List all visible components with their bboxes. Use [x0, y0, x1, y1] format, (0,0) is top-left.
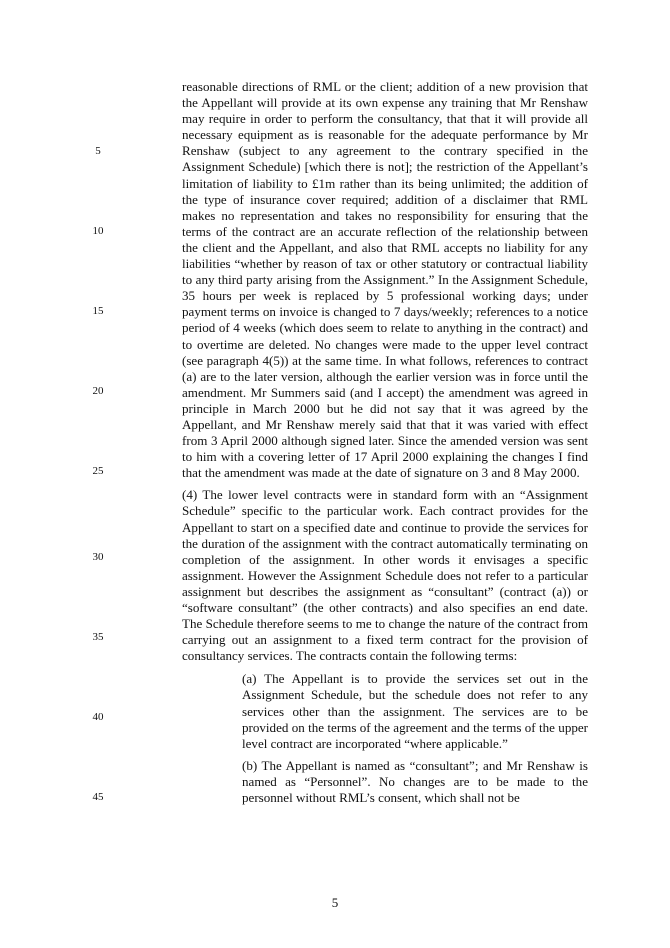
- term-b: (b) The Appellant is named as “consultant”; and Mr Renshaw is named as “Personnel”. No changes are to be made to the personnel without RML’s consent, which shall not be: [242, 757, 588, 806]
- line-number: 20: [92, 385, 104, 397]
- line-number: 35: [92, 631, 104, 643]
- contract-terms-list: [242, 671, 588, 806]
- line-number-column: [0, 0, 120, 948]
- term-a: (a) The Appellant is to provide the services set out in the Assignment Schedule, but the schedule does not refer to any services other than the assignment. The services are to be provided on the terms of the agreement and the terms of the upper level contract are incorporated “where applicable.”: [242, 671, 588, 751]
- line-number: 45: [92, 791, 104, 803]
- paragraph-4: (4) The lower level contracts were in standard form with an “Assignment Schedule” specific to the particular work. Each contract provides for the Appellant to start on a specified date and continue to provide the services for the duration of the assignment with the contract automatically terminating on completion of the assignment. In other words it envisages a specific assignment. However the Assignment Schedule does not refer to a particular assignment but describes the assignment as “consultant” (contract (a)) or “software consultant” (the other contracts) and also specifies an end date. The Schedule therefore seems to me to change the nature of the contract from carrying out an assignment to a fixed term contract for the provision of consultancy services. The contracts contain the following terms:: [182, 487, 588, 664]
- line-number: 15: [92, 305, 104, 317]
- line-number: 10: [92, 225, 104, 237]
- line-number: 40: [92, 711, 104, 723]
- line-number: 5: [95, 145, 101, 157]
- paragraph-continuation: reasonable directions of RML or the client; addition of a new provision that the Appellant will provide at its own expense any training that Mr Renshaw may require in order to perform the consultancy, that that it will provide all necessary equipment as is reasonable for the adequate performance by Mr Renshaw (subject to any agreement to the contrary specified in the Assignment Schedule) [which there is not]; the restriction of the Appellant’s limitation of liability to £1m rather than its being unlimited; the addition of the type of insurance cover required; addition of a disclaimer that RML makes no representation and takes no responsibility for ensuring that the terms of the contract are an accurate reflection of the relationship between the client and the Appellant, and also that RML accepts no liability for any liabilities “whether by reason of tax or other statutory or contractual liability to any third party arising from the Assignment.” In the Assignment Schedule, 35 hours per week is replaced by 5 professional working days; under payment terms on invoice is changed to 7 days/weekly; references to a notice period of 4 weeks (which does seem to relate to anything in the contract) and to overtime are deleted. No changes were made to the upper level contract (see paragraph 4(5)) at the same time. In what follows, references to contract (a) are to the later version, although the earlier version was in force until the amendment. Mr Summers said (and I accept) the amendment was agreed in principle in March 2000 but he did not say that it was agreed by the Appellant, and Mr Renshaw merely said that that it was varied with effect from 3 April 2000 although signed later. Since the amended version was sent to him with a covering letter of 17 April 2000 explaining the changes I find that the amendment was made at the date of signature on 3 and 8 May 2000.: [182, 79, 588, 481]
- page-number: 5: [331, 895, 339, 910]
- line-number: 25: [92, 465, 104, 477]
- line-number: 30: [92, 551, 104, 563]
- body-text: [182, 79, 588, 806]
